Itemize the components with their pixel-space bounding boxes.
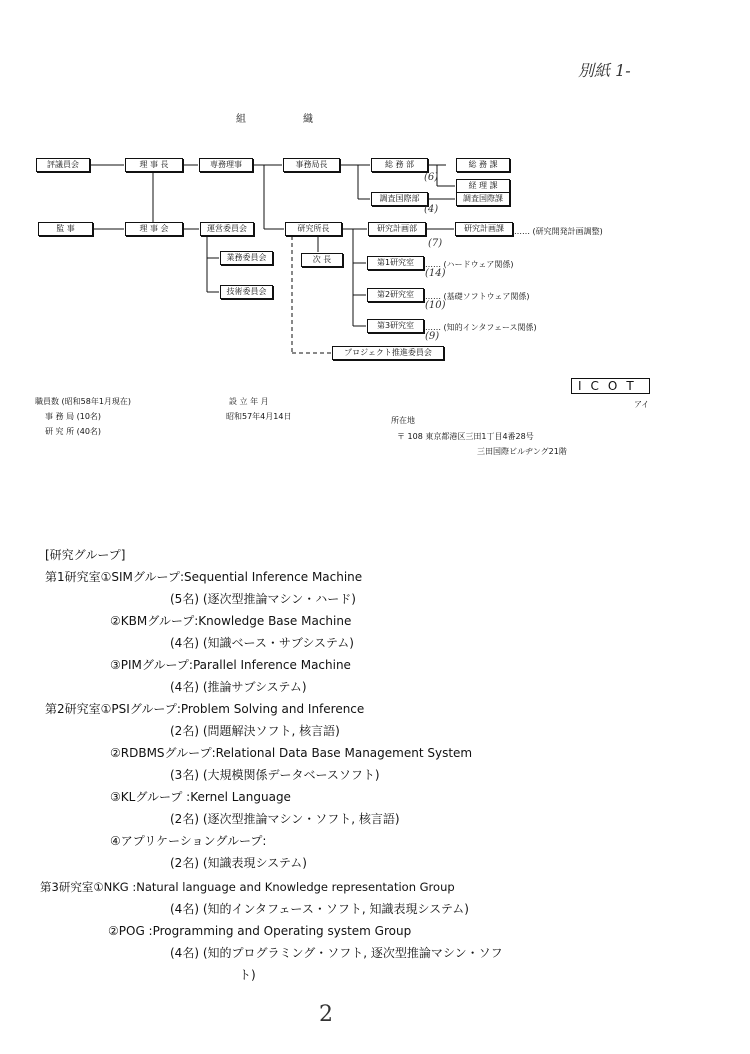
research-line: ②POG :Programming and Operating system Group xyxy=(108,924,412,938)
box-rijikai: 理 事 会 xyxy=(125,222,183,236)
count-somu: (6) xyxy=(424,172,439,183)
count-lab2: (10) xyxy=(425,300,446,311)
note-lab3: …… (知的インタフェース関係) xyxy=(425,323,537,332)
box-jimukyokucho: 事務局長 xyxy=(283,158,340,172)
research-line: (2名) (知識表現システム) xyxy=(170,856,307,870)
org-title-char-2: 織 xyxy=(303,114,315,125)
box-lab2: 第2研究室 xyxy=(367,288,424,302)
box-jicho: 次 長 xyxy=(301,253,343,267)
research-line: (4名) (推論サブシステム) xyxy=(170,680,307,694)
research-line: 第3研究室①NKG :Natural language and Knowledge representation Group xyxy=(40,880,455,894)
count-lab3: (9) xyxy=(425,331,440,342)
box-unei: 運営委員会 xyxy=(200,222,254,236)
icot-logo-sub: アイ xyxy=(634,400,650,409)
research-line: ④アプリケーショングループ: xyxy=(110,834,267,848)
staff-kenkyusho: 研 究 所 (40名) xyxy=(45,427,102,436)
research-heading: [研究グループ] xyxy=(45,548,126,562)
box-keirika: 経 理 課 xyxy=(456,179,510,193)
research-line: 第1研究室①SIMグループ:Sequential Inference Machine xyxy=(45,570,363,584)
note-keikaku: …… (研究開発計画調整) xyxy=(514,227,603,236)
count-keikaku: (7) xyxy=(428,238,443,249)
address-label: 所在地 xyxy=(391,416,415,425)
page-number: 2 xyxy=(319,1002,333,1027)
research-line: (4名) (知識ベース・サブシステム) xyxy=(170,636,354,650)
box-project: プロジェクト推進委員会 xyxy=(332,346,444,360)
box-lab1: 第1研究室 xyxy=(367,256,424,270)
box-hyogiinkai: 評議員会 xyxy=(36,158,90,172)
founded-label: 設 立 年 月 xyxy=(229,397,269,406)
box-chosa-kokusaika: 調査国際課 xyxy=(456,192,510,206)
research-line: (4名) (知的プログラミング・ソフト, 逐次型推論マシン・ソフ xyxy=(170,946,503,960)
founded-value: 昭和57年4月14日 xyxy=(226,412,292,421)
box-gyomu: 業務委員会 xyxy=(220,251,273,265)
research-line: ③PIMグループ:Parallel Inference Machine xyxy=(110,658,351,672)
box-lab3: 第3研究室 xyxy=(367,319,424,333)
box-kenkyukeikakuka: 研究計画課 xyxy=(455,222,513,236)
research-line: ト) xyxy=(239,968,256,982)
box-senmu: 専務理事 xyxy=(199,158,253,172)
box-gijutsu: 技術委員会 xyxy=(220,285,273,299)
address-line2: 三田国際ビルヂング21階 xyxy=(477,447,567,456)
research-line: ②KBMグループ:Knowledge Base Machine xyxy=(110,614,352,628)
research-line: (3名) (大規模関係データベースソフト) xyxy=(170,768,380,782)
research-line: 第2研究室①PSIグループ:Problem Solving and Inference xyxy=(45,702,365,716)
research-line: ②RDBMSグループ:Relational Data Base Management System xyxy=(110,746,473,760)
staff-heading: 職員数 (昭和58年1月現在) xyxy=(35,397,132,406)
research-line: (4名) (知的インタフェース・ソフト, 知識表現システム) xyxy=(170,902,469,916)
box-rijicho: 理 事 長 xyxy=(125,158,183,172)
box-chosa-kokusaibu: 調査国際部 xyxy=(371,192,428,206)
box-kenkyushocho: 研究所長 xyxy=(285,222,342,236)
research-line: (2名) (問題解決ソフト, 核言語) xyxy=(170,724,340,738)
staff-jimukyoku: 事 務 局 (10名) xyxy=(45,412,102,421)
handwritten-annotation: 別紙 1- xyxy=(578,61,631,80)
address-line1: 〒 108 東京都港区三田1丁目4番28号 xyxy=(397,432,534,441)
research-line: (2名) (逐次型推論マシン・ソフト, 核言語) xyxy=(170,812,400,826)
note-lab2: …… (基礎ソフトウェア関係) xyxy=(425,292,530,301)
box-somubu: 総 務 部 xyxy=(371,158,428,172)
icot-logo: ICOT xyxy=(571,378,650,394)
count-lab1: (14) xyxy=(425,268,446,279)
note-lab1: …… (ハードウェア関係) xyxy=(425,260,514,269)
research-line: (5名) (逐次型推論マシン・ハード) xyxy=(170,592,356,606)
org-title-char-1: 組 xyxy=(236,114,248,125)
box-kanji: 監 事 xyxy=(38,222,93,236)
research-line: ③KLグループ :Kernel Language xyxy=(110,790,291,804)
box-kenkyukeikakubu: 研究計画部 xyxy=(368,222,426,236)
box-somuka: 総 務 課 xyxy=(456,158,510,172)
count-chosa: (4) xyxy=(424,204,439,215)
